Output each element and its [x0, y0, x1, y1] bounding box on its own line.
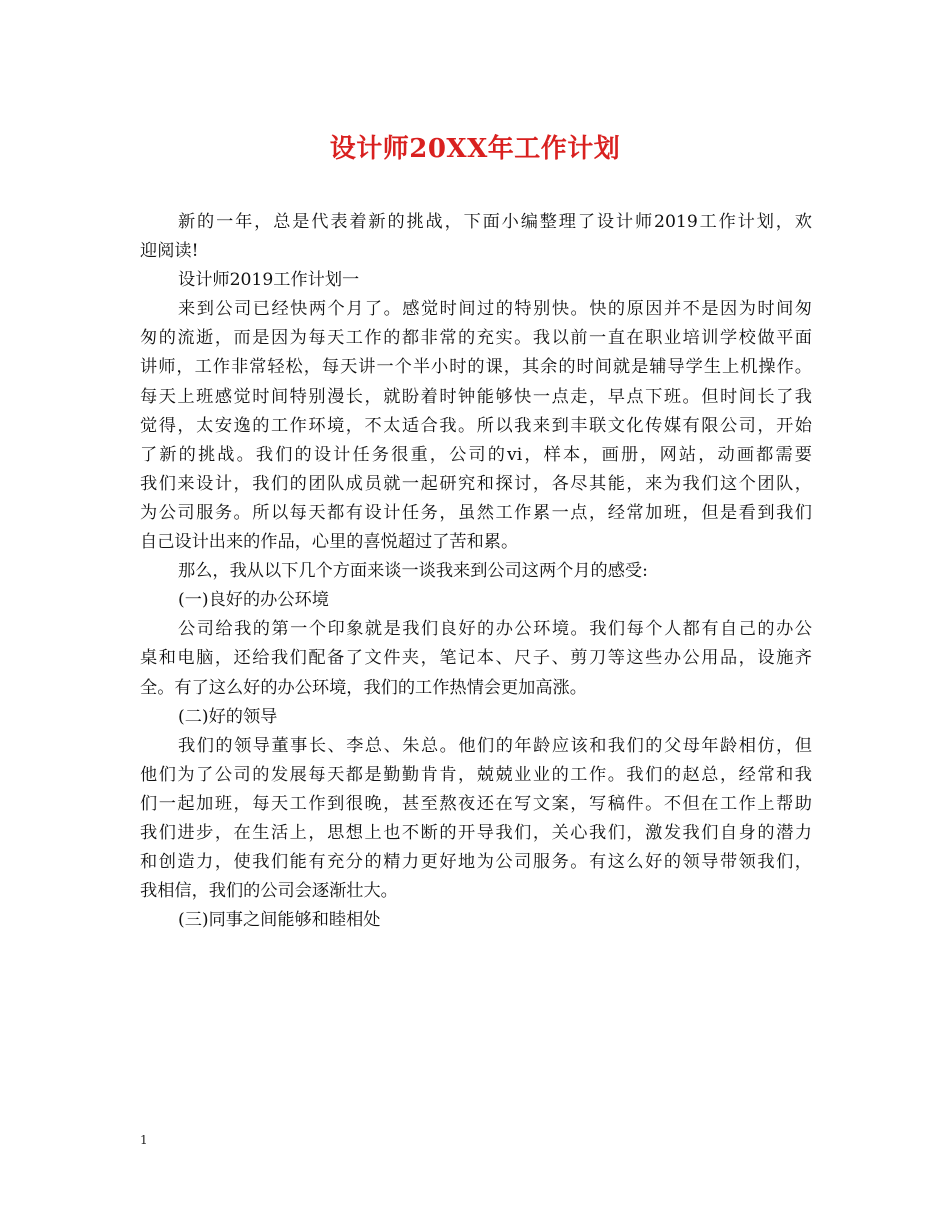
paragraph-line: 为公司服务。所以每天都有设计任务，虽然工作累一点，经常加班，但是看到我们	[140, 502, 812, 523]
page-number: 1	[140, 1133, 148, 1147]
paragraph-line: 和创造力，使我们能有充分的精力更好地为公司服务。有这么好的领导带领我们，	[140, 852, 812, 873]
document-body	[140, 208, 812, 935]
paragraph-line: 我们来设计，我们的团队成员就一起研究和探讨，各尽其能，来为我们这个团队，	[140, 473, 812, 494]
paragraph-line: 每天上班感觉时间特别漫长，就盼着时钟能够快一点走，早点下班。但时间长了我	[140, 386, 812, 407]
paragraph-line: 自己设计出来的作品，心里的喜悦超过了苦和累。	[140, 532, 519, 553]
paragraph-line: 那么，我从以下几个方面来谈一谈我来到公司这两个月的感受:	[178, 561, 648, 582]
paragraph-line: 公司给我的第一个印象就是我们良好的办公环境。我们每个人都有自己的办公	[178, 619, 812, 640]
paragraph-line: 觉得，太安逸的工作环境，不太适合我。所以我来到丰联文化传媒有限公司，开始	[140, 415, 812, 436]
paragraph-line: 我相信，我们的公司会逐渐壮大。	[140, 881, 398, 902]
paragraph-line: 了新的挑战。我们的设计任务很重，公司的vi，样本，画册，网站，动画都需要	[140, 444, 812, 465]
paragraph-line: 我们进步，在生活上，思想上也不断的开导我们，关心我们，激发我们自身的潜力	[140, 822, 812, 843]
paragraph-line: 我们的领导董事长、李总、朱总。他们的年龄应该和我们的父母年龄相仿，但	[178, 735, 812, 756]
paragraph-line: 讲师，工作非常轻松，每天讲一个半小时的课，其余的时间就是辅导学生上机操作。	[140, 357, 812, 378]
paragraph-line: 迎阅读!	[140, 241, 199, 262]
paragraph-line: 他们为了公司的发展每天都是勤勤肯肯，兢兢业业的工作。我们的赵总，经常和我	[140, 764, 812, 785]
section-heading: (一)良好的办公环境	[178, 590, 329, 611]
paragraph-line: 新的一年，总是代表着新的挑战，下面小编整理了设计师2019工作计划，欢	[178, 212, 812, 232]
paragraph-line: 们一起加班，每天工作到很晚，甚至熬夜还在写文案，写稿件。不但在工作上帮助	[140, 793, 812, 814]
section-heading: 设计师2019工作计划一	[178, 270, 360, 291]
paragraph-line: 桌和电脑，还给我们配备了文件夹，笔记本、尺子、剪刀等这些办公用品，设施齐	[140, 648, 812, 669]
section-heading: (二)好的领导	[178, 706, 278, 727]
paragraph-line: 匆的流逝，而是因为每天工作的都非常的充实。我以前一直在职业培训学校做平面	[140, 328, 812, 349]
paragraph-line: 全。有了这么好的办公环境，我们的工作热情会更加高涨。	[140, 677, 587, 698]
document-title: 设计师20XX年工作计划	[329, 134, 621, 164]
paragraph-line: 来到公司已经快两个月了。感觉时间过的特别快。快的原因并不是因为时间匆	[178, 299, 812, 320]
section-heading: (三)同事之间能够和睦相处	[178, 910, 381, 931]
